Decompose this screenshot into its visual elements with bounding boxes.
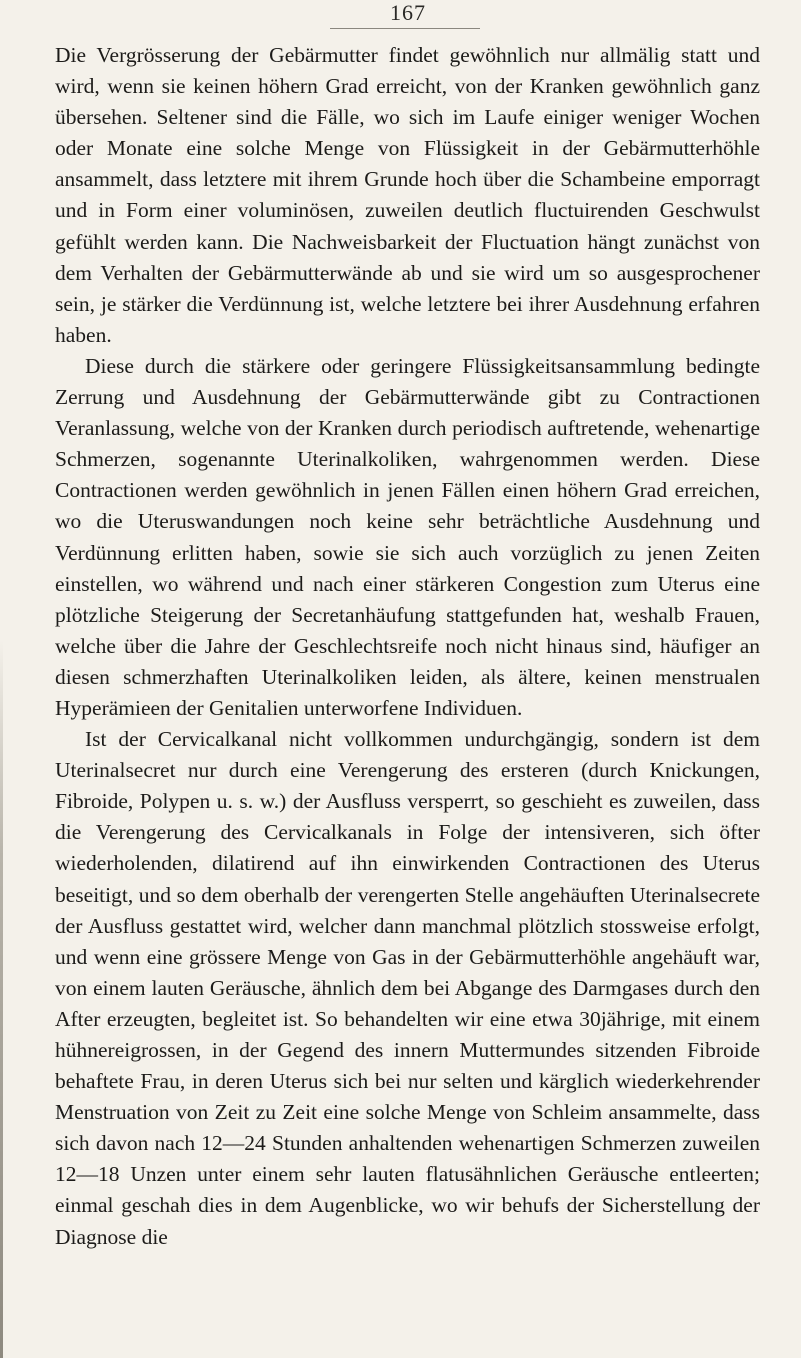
body-text xyxy=(55,40,760,1253)
paragraph-2: Diese durch die stärkere oder geringere Flüssigkeitsansammlung bedingte Zerrung und Ausdehnung der Gebärmutterwände gibt zu Contractionen Veranlassung, welche von der Kranken durch periodisch auftretende, wehenartige Schmerzen, sogenannte Uterinalkoliken, wahrgenommen werden. Diese Contractionen werden gewöhnlich in jenen Fällen einen höhern Grad erreichen, wo die Uteruswandungen noch keine sehr beträchtliche Ausdehnung und Verdünnung erlitten haben, sowie sie sich auch vorzüglich zu jenen Zeiten einstellen, wo während und nach einer stärkeren Congestion zum Uterus eine plötzliche Steigerung der Secretanhäufung stattgefunden hat, weshalb Frauen, welche über die Jahre der Geschlechtsreife noch nicht hinaus sind, häufiger an diesen schmerzhaften Uterinalkoliken leiden, als ältere, keinen menstrualen Hyperämieen der Genitalien unterworfene Individuen. xyxy=(55,353,760,720)
header-rule xyxy=(330,28,480,29)
paragraph-1: Die Vergrösserung der Gebärmutter findet gewöhnlich nur allmälig statt und wird, wenn sie keinen höhern Grad erreicht, von der Kranken gewöhnlich ganz übersehen. Seltener sind die Fälle, wo sich im Laufe einiger weniger Wochen oder Monate eine solche Menge von Flüssigkeit in der Gebärmutterhöhle ansammelt, dass letztere mit ihrem Grunde hoch über die Schambeine emporragt und in Form einer voluminösen, zuweilen deutlich fluctuirenden Geschwulst gefühlt werden kann. Die Nachweisbarkeit der Fluctuation hängt zunächst von dem Verhalten der Gebärmutterwände ab und sie wird um so ausgesprochener sein, je stärker die Verdünnung ist, welche letztere bei ihrer Ausdehnung erfahren haben. xyxy=(55,43,760,347)
paragraph-3: Ist der Cervicalkanal nicht vollkommen undurchgängig, sondern ist dem Uterinalsecret nur durch eine Verengerung des ersteren (durch Knickungen, Fibroide, Polypen u. s. w.) der Ausfluss versperrt, so geschieht es zuweilen, dass die Verengerung des Cervicalkanals in Folge der intensiveren, sich öfter wiederholenden, dilatirend auf ihn einwirkenden Contractionen des Uterus beseitigt, und so dem oberhalb der verengerten Stelle angehäuften Uterinalsecrete der Ausfluss gestattet wird, welcher dann manchmal plötzlich stossweise erfolgt, und wenn eine grössere Menge von Gas in der Gebärmutterhöhle angehäuft war, von einem lauten Geräusche, ähnlich dem bei Abgange des Darmgases durch den After erzeugten, begleitet ist. So behandelten wir eine etwa 30jährige, mit einem hühnereigrossen, in der Gegend des innern Muttermundes sitzenden Fibroide behaftete Frau, in deren Uterus sich bei nur selten und kärglich wiederkehrender Menstruation von Zeit zu Zeit eine solche Menge von Schleim ansammelte, dass sich davon nach 12—24 Stunden anhaltenden wehenartigen Schmerzen zuweilen 12—18 Unzen unter einem sehr lauten flatusähnlichen Geräusche entleerten; einmal geschah dies in dem Augenblicke, wo wir behufs der Sicherstellung der Diagnose die xyxy=(55,727,760,1249)
page-number: 167 xyxy=(390,0,426,25)
page-binding-edge xyxy=(0,640,3,1358)
